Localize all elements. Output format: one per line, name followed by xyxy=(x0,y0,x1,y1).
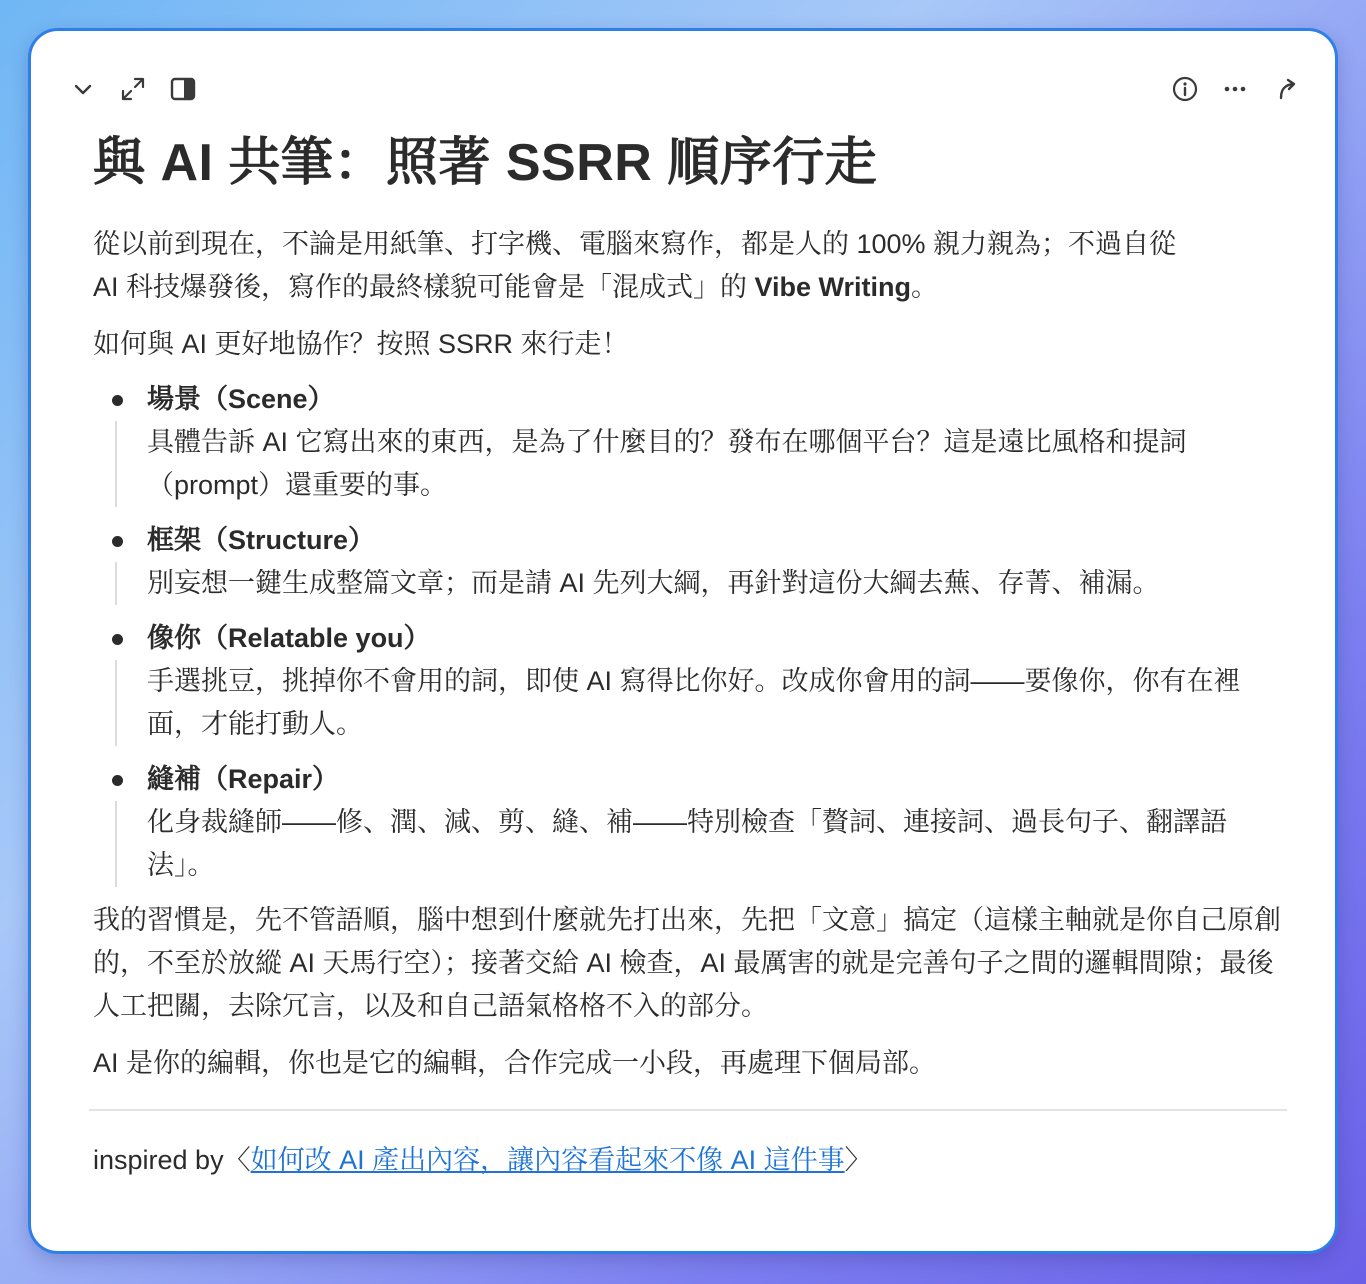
item-body: 手選挑豆，挑掉你不會用的詞，即使 AI 寫得比你好。改成你會用的詞——要像你，你有在裡面，才能打動人。 xyxy=(115,660,1283,746)
more-icon[interactable] xyxy=(1217,71,1253,107)
item-title: 縫補（Repair） xyxy=(147,764,340,794)
intro-line-2-prefix: AI 科技爆發後，寫作的最終樣貌可能會是「混成式」的 xyxy=(93,272,755,302)
item-title: 框架（Structure） xyxy=(147,525,376,555)
divider xyxy=(89,1109,1287,1111)
intro-line-2-bold: Vibe Writing xyxy=(754,272,912,302)
intro-line-2-suffix: 。 xyxy=(911,272,939,302)
bullet-icon xyxy=(112,634,123,645)
bullet-icon xyxy=(112,775,123,786)
bullet-icon xyxy=(112,536,123,547)
page-title: 與 AI 共筆：照著 SSRR 順序行走 xyxy=(93,134,878,192)
list-item xyxy=(93,617,1283,746)
bullet-icon xyxy=(112,395,123,406)
item-body: 別妄想一鍵生成整篇文章；而是請 AI 先列大綱，再針對這份大綱去蕪、存菁、補漏。 xyxy=(115,562,1283,605)
info-icon[interactable] xyxy=(1167,71,1203,107)
prompt-paragraph: 如何與 AI 更好地協作？按照 SSRR 來行走！ xyxy=(93,329,629,359)
intro-line-1: 從以前到現在，不論是用紙筆、打字機、電腦來寫作，都是人的 100% 親力親為；不過自從 xyxy=(93,229,1177,259)
toolbar xyxy=(31,71,1335,111)
final-paragraph: AI 是你的編輯，你也是它的編輯，合作完成一小段，再處理下個局部。 xyxy=(93,1048,937,1078)
list-item xyxy=(93,758,1283,887)
note-content xyxy=(93,127,1283,1182)
intro-paragraph xyxy=(93,223,1283,309)
list-item xyxy=(93,519,1283,605)
item-title: 像你（Relatable you） xyxy=(147,623,431,653)
list-item xyxy=(93,378,1283,507)
item-body: 化身裁縫師——修、潤、減、剪、縫、補——特別檢查「贅詞、連接詞、過長句子、翻譯語法」。 xyxy=(115,801,1283,887)
item-body: 具體告訴 AI 它寫出來的東西，是為了什麼目的？發布在哪個平台？這是遠比風格和提詞（prompt）還重要的事。 xyxy=(115,421,1283,507)
note-card xyxy=(28,28,1338,1254)
habit-paragraph: 我的習慣是，先不管語順，腦中想到什麼就先打出來，先把「文意」搞定（這樣主軸就是你自己原創的，不至於放縱 AI 天馬行空）；接著交給 AI 檢查，AI 最厲害的就是完善句子之間的邏輯間隙；最後人工把關，去除冗言，以及和自己語氣格格不入的部分。 xyxy=(93,905,1281,1021)
item-title: 場景（Scene） xyxy=(147,384,335,414)
expand-icon[interactable] xyxy=(115,71,151,107)
side-panel-icon[interactable] xyxy=(165,71,201,107)
source-prefix: inspired by〈 xyxy=(93,1145,251,1175)
source-line xyxy=(93,1139,1283,1182)
chevron-down-icon[interactable] xyxy=(65,71,101,107)
source-suffix: 〉 xyxy=(844,1145,872,1175)
ssrr-list xyxy=(93,378,1283,887)
share-arrow-icon[interactable] xyxy=(1269,71,1305,107)
source-link[interactable]: 如何改 AI 產出內容，讓內容看起來不像 AI 這件事 xyxy=(250,1145,845,1175)
